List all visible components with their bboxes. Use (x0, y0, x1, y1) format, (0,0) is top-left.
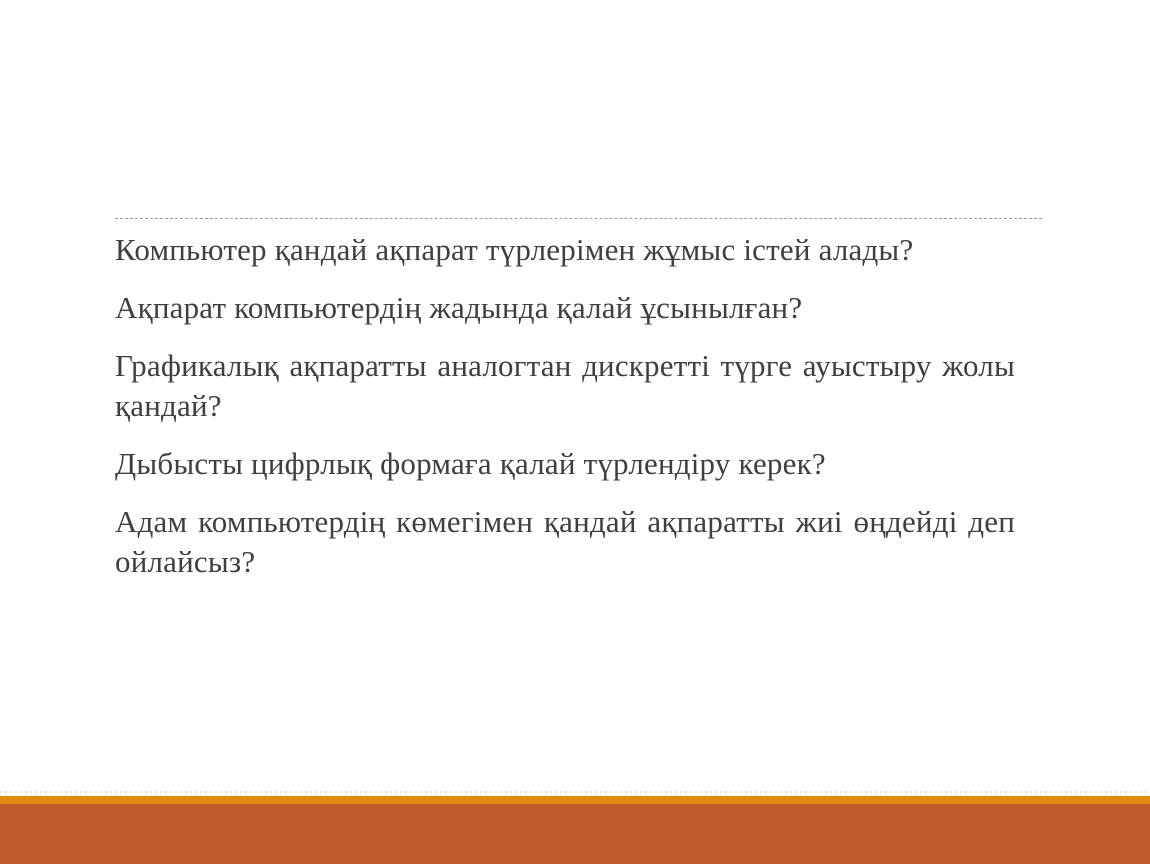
divider-line (115, 218, 1042, 219)
question-paragraph: Дыбысты цифрлық формаға қалай түрлендіру керек? (115, 446, 826, 481)
footer-accent-line (0, 796, 1150, 804)
footer-band (0, 804, 1150, 864)
question-paragraph: Ақпарат компьютердің жадында қалай ұсынылған? (115, 290, 803, 325)
question-paragraph: Адам компьютердің көмегімен қандай ақпаратты жиі өңдейді деп ойлайсыз? (115, 504, 1015, 579)
question-list (115, 230, 1015, 600)
question-paragraph: Компьютер қандай ақпарат түрлерімен жұмыс істей алады? (115, 232, 914, 267)
footer-dotted-line (0, 791, 1150, 793)
question-paragraph: Графикалық ақпаратты аналогтан дискретті түрге ауыстыру жолы қандай? (115, 348, 1015, 423)
